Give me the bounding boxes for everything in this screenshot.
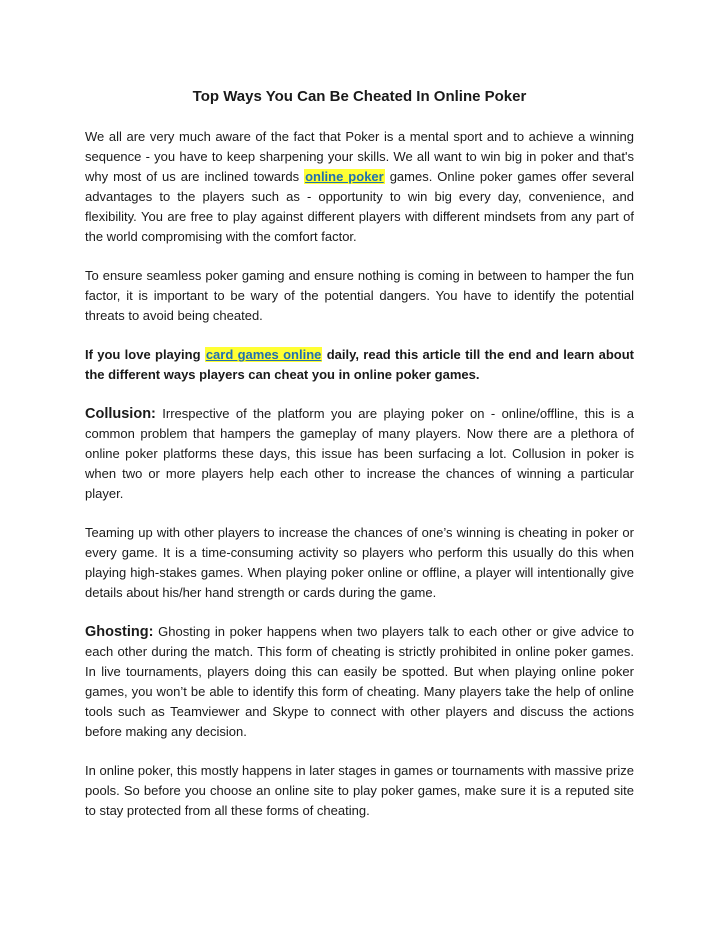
intro-text-after: games. Online poker games offer several advantages to the players such as - opportunity to win big every day, convenience, and flexibility. You are free to play against different players with different mindsets from any part of the world compromising with the comfort factor. [85, 169, 634, 244]
ghosting-paragraph [85, 622, 634, 742]
closing-paragraph: In online poker, this mostly happens in later stages in games or tournaments with massive prize pools. So before you choose an online site to play poker games, make sure it is a reputed site to stay protected from all these forms of cheating. [85, 763, 634, 818]
document-title: Top Ways You Can Be Cheated In Online Poker [192, 88, 527, 105]
intro-text-before: We all are very much aware of the fact that Poker is a mental sport and to achieve a winning sequence - you have to keep sharpening your skills. We all want to win big in poker and that's why most of us are inclined towards [85, 129, 634, 184]
collusion-heading: Collusion: [85, 406, 156, 422]
ghosting-heading: Ghosting: [85, 624, 154, 640]
document-page [85, 86, 634, 840]
collusion-paragraph [85, 404, 634, 504]
online-poker-link[interactable]: online poker [305, 169, 384, 184]
ghosting-text: Ghosting in poker happens when two players talk to each other or give advice to each other during the match. This form of cheating is strictly prohibited in online poker games. In live tournaments, players doing this can easily be spotted. But when playing online poker games, you won’t be able to identify this form of cheating. Many players take the help of online tools such as Teamviewer and Skype to connect with other players and discuss the actions before making any decision. [85, 624, 634, 739]
safety-paragraph: To ensure seamless poker gaming and ensure nothing is coming in between to hamper the fun factor, it is important to be wary of the potential dangers. You have to identify the potential threats to avoid being cheated. [85, 268, 634, 323]
callout-text-after: daily, read this article till the end and learn about the different ways players can cheat you in online poker games. [85, 347, 634, 382]
teaming-paragraph: Teaming up with other players to increase the chances of one’s winning is cheating in poker or every game. It is a time-consuming activity so players who perform this usually do this when playing high-stakes games. When playing poker online or offline, a player will intentionally give details about his/her hand strength or cards during the game. [85, 525, 634, 600]
callout-text-before: If you love playing [85, 347, 205, 362]
intro-paragraph [85, 127, 634, 247]
card-games-online-link[interactable]: card games online [205, 347, 322, 362]
callout-paragraph [85, 345, 634, 385]
collusion-text: Irrespective of the platform you are playing poker on - online/offline, this is a common problem that hampers the gameplay of many players. Now there are a plethora of online poker platforms these days, this issue has been surfacing a lot. Collusion in poker is when two or more players help each other to increase the chances of winning a particular player. [85, 406, 634, 501]
